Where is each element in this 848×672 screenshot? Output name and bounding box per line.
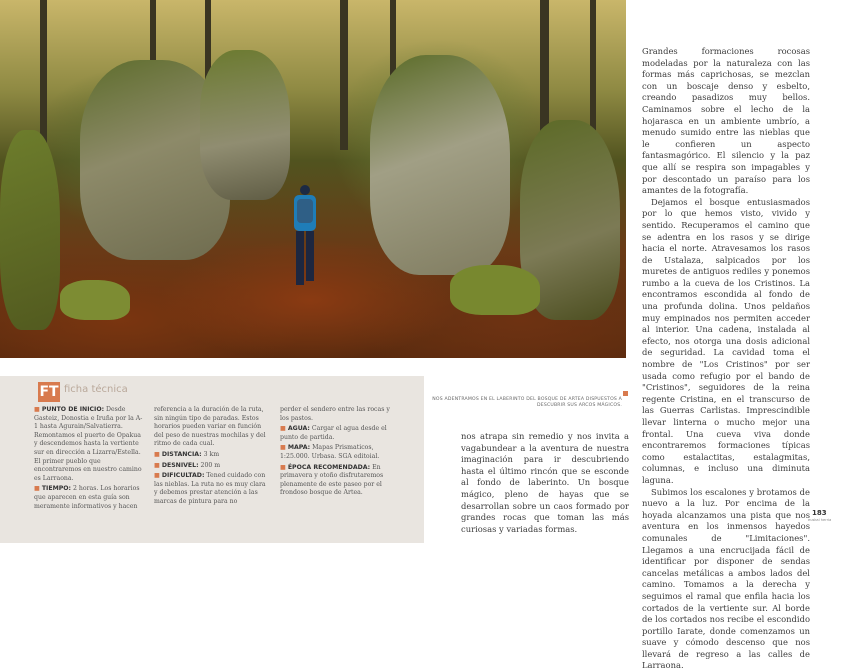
- ficha-title: ficha técnica: [64, 384, 128, 395]
- caption-marker: [623, 391, 628, 396]
- right-paragraph-2: Dejamos el bosque entusiasmados por lo que hemos visto, vivido y sentido. Recuperamos el camino que se adentra en los rasos y se dirige hacia el norte. Atravesamos los rasos de Ustalaza, salpicados por los muretes de antiguos rediles y ponemos rumbo a la cueva de los Cristinos. La encontramos escondida al fondo de una profunda dolina. Unos peldaños muy empinados nos permiten acceder al interior. Una cadena, instalada al efecto, nos otorga una dosis adicional de seguridad. La cavidad toma el nombre de "Los Cristinos" por ser usada como refugio por el bando de "Cristinos", seguidores de la reina regente Cristina, en el transcurso de las Guerras Carlistas. Imprescindible llevar linterna o mucho mejor una frontal. Una cueva viva donde encontraremos formaciones típicas como estalactitas, estalagmitas, columnas, e incluso una diminuta laguna.: [642, 196, 810, 485]
- right-paragraph-3: Subimos los escalones y brotamos de nuevo a la luz. Por encima de la hoyada alcanzamos una pista que nos aventura en los inmensos hayedos comunales de "Limitaciones". Llegamos a una encrucijada fácil de identificar por disponer de sendas cancelas metálicas a ambos lados del camino. Tomamos a la derecha y seguimos el ramal que enfila hacia los cortados de la vertiente sur. Al borde de los cortados nos recibe el escondido portillo Iarate, donde comenzamos un suave y cómodo descenso que nos llevará de regreso a las calles de Larraona.: [642, 486, 810, 671]
- right-text-column: [642, 46, 810, 672]
- middle-text-column: [461, 431, 629, 535]
- ficha-item-desnivel: ■ DESNIVEL: 200 m: [154, 461, 221, 469]
- ficha-item-mapa: ■ MAPA: Mapas Prismaticos, 1:25.000. Urbasa. SGA editoial.: [280, 444, 380, 460]
- ficha-col2-intro: referencia a la duración de la ruta, sin ningún tipo de paradas. Estos horarios pueden variar en función del peso de nuestras mochilas y del ritmo de cada cual.: [154, 406, 266, 448]
- ficha-item-epoca: ■ ÉPOCA RECOMENDADA: En primavera y otoño disfrutaremos plenamente de este paseo por el frondoso bosque de Artea.: [280, 463, 384, 497]
- magazine-brand: euskal herria: [808, 518, 832, 522]
- ficha-badge: FT: [39, 384, 59, 400]
- ficha-item-punto-inicio: ■ PUNTO DE INICIO: Desde Gasteiz, Donostia e Iruña por la A-1 hasta Agurain/Salvatierra. Remontamos el puerto de Opakua y descendemos hasta la vertiente sur en dirección a Lizarra/Estella. El primer pueblo que encontraremos en nuestro camino es Larraona.: [34, 406, 143, 482]
- ficha-item-dificultad: ■ DIFICULTAD: Tened cuidado con las nieblas. La ruta no es muy clara y debemos prestar atención a las marcas de pintura para no: [154, 472, 266, 505]
- forest-photo: [0, 0, 626, 358]
- ficha-item-tiempo: ■ TIEMPO: 2 horas. Los horarios que aparecen en esta guía son meramente informativos y hacen: [34, 485, 140, 510]
- page-number: 183: [812, 509, 827, 517]
- ficha-item-distancia: ■ DISTANCIA: 3 km: [154, 450, 220, 458]
- middle-paragraph: nos atrapa sin remedio y nos invita a vagabundear a la aventura de nuestra imaginación para ir descubriendo hasta el último rincón que se esconde al fondo de laberinto. Un bosque mágico, pleno de hayas que se desarrollan sobre un caos formado por grandes rocas que toman las más curiosas y variadas formas.: [461, 431, 629, 534]
- ficha-item-agua: ■ AGUA: Cargar el agua desde el punto de partida.: [280, 425, 387, 441]
- photo-caption: NOS ADENTRAMOS EN EL LABERINTO DEL BOSQUE DE ARTEA DISPUESTOS A DESCUBRIR SUS ARCOS MÁGICOS.: [432, 397, 622, 409]
- right-paragraph-1: Grandes formaciones rocosas modeladas por la naturaleza con las formas más caprichosas, se mezclan con un boscaje denso y esbelto, creando pasadizos muy bellos. Caminamos sobre el lecho de la hojarasca en un ambiente umbrío, a menudo sumido entre las nieblas que le confieren un aspecto fantasmagórico. El silencio y la paz que allí se respira son impagables y por descontado un paraíso para los amantes de la fotografía.: [642, 46, 810, 196]
- ficha-column-2: [154, 406, 267, 507]
- ficha-column-3: [280, 406, 390, 498]
- ficha-column-1: [34, 406, 144, 511]
- ficha-col3-intro: perder el sendero entre las rocas y los pastos.: [280, 406, 390, 422]
